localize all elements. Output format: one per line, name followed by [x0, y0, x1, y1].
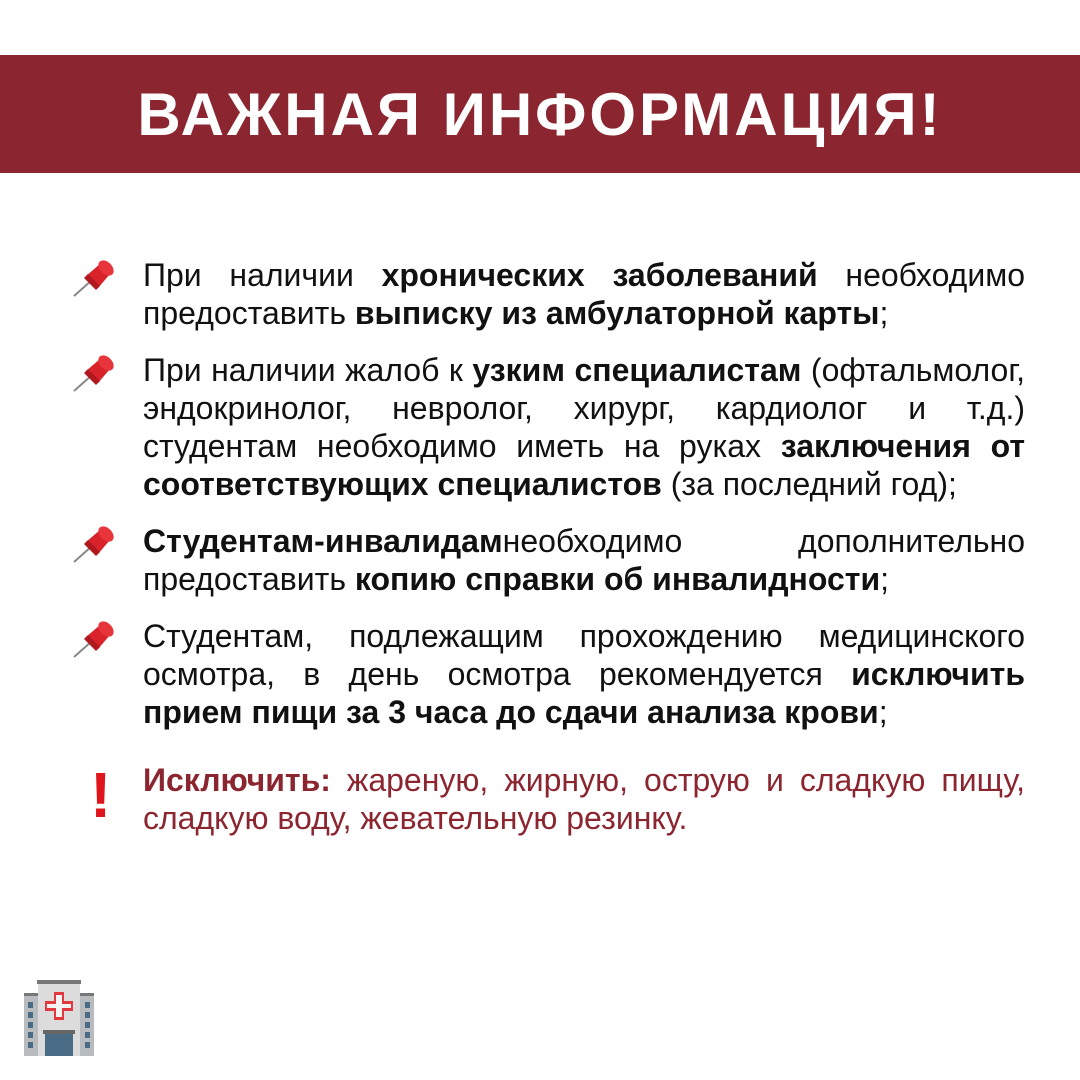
- text: ;: [879, 295, 889, 331]
- pushpin-icon: [70, 522, 120, 566]
- text: (за последний год);: [661, 466, 957, 502]
- pushpin-icon: [70, 617, 120, 661]
- page-title: ВАЖНАЯ ИНФОРМАЦИЯ!: [137, 80, 943, 148]
- text: необходимо предоставить: [143, 257, 1025, 331]
- text: необходимо дополнительно предоставить: [143, 523, 1025, 597]
- bold-text: узким специалистам: [472, 352, 802, 388]
- header-banner: [0, 55, 1080, 173]
- warning-label: Исключить:: [143, 762, 331, 798]
- bold-text: исключить прием пищи за 3 часа до сдачи анализа крови: [143, 656, 1025, 730]
- bold-text: хронических заболеваний: [381, 257, 818, 293]
- warning-item: [0, 761, 1025, 837]
- text: При наличии жалоб к: [143, 352, 473, 388]
- pushpin-icon: [70, 256, 120, 300]
- list-item: [0, 522, 1025, 598]
- list-item: [0, 256, 1025, 332]
- exclamation-icon: !: [90, 759, 112, 831]
- bold-text: Студентам-инвалидам: [143, 523, 503, 559]
- text: ;: [878, 694, 888, 730]
- list-item: [0, 617, 1025, 731]
- bold-text: выписку из амбулаторной карты: [354, 295, 880, 331]
- bold-text: заключения от соответствующих специалистов: [143, 428, 1026, 502]
- info-list: [0, 256, 1080, 856]
- warning-text: жареную, жирную, острую и сладкую пищу, сладкую воду, жевательную резинку.: [143, 762, 1025, 836]
- text: (офтальмолог, эндокринолог, невролог, хирург, кардиолог и т.д.) студентам необходимо иметь на руках: [143, 352, 1026, 464]
- text: ;: [880, 561, 889, 597]
- pushpin-icon: [70, 351, 120, 395]
- hospital-icon: [24, 980, 94, 1056]
- list-item: [0, 351, 1025, 503]
- text: При наличии: [143, 257, 382, 293]
- bold-text: копию справки об инвалидности: [354, 561, 881, 597]
- text: Студентам, подлежащим прохождению медицинского осмотра, в день осмотра рекомендуется: [143, 618, 1025, 692]
